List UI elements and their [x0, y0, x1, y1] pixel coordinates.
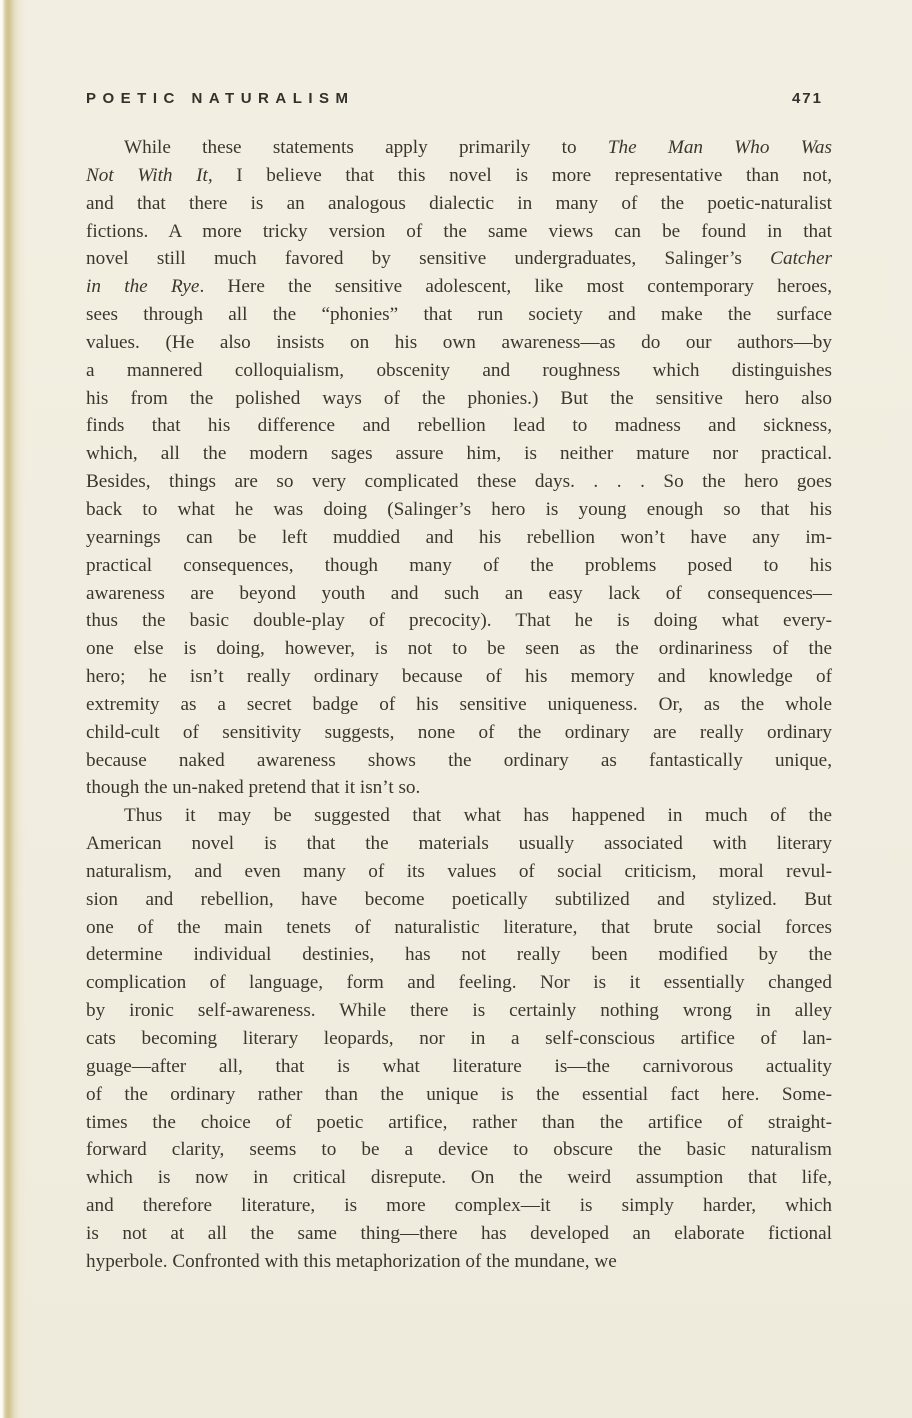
text-line: which, all the modern sages assure him, is neither mature nor practical. — [86, 443, 832, 465]
text-line: a mannered colloquialism, obscenity and roughness which distinguishes — [86, 359, 832, 381]
page-number: 471 — [791, 90, 823, 107]
binding-edge — [0, 0, 26, 1418]
text-line: awareness are beyond youth and such an easy lack of consequences— — [86, 582, 832, 604]
running-header — [86, 90, 823, 107]
text-line: novel still much favored by sensitive undergraduates, Salinger’s Catcher — [86, 248, 832, 270]
text-line: child-cult of sensitivity suggests, none of the ordinary are really ordinary — [86, 721, 832, 743]
text-line: values. (He also insists on his own awareness—as do our authors—by — [86, 331, 832, 353]
text-line: Besides, things are so very complicated these days. . . . So the hero goes — [86, 471, 832, 493]
text-line: in the Rye. Here the sensitive adolescent, like most contemporary heroes, — [86, 276, 833, 298]
text-line: sion and rebellion, have become poetically subtilized and stylized. But — [86, 888, 832, 910]
text-line: one else is doing, however, is not to be seen as the ordinariness of the — [86, 638, 832, 660]
text-line: naturalism, and even many of its values of social criticism, moral revul- — [86, 860, 832, 882]
text-line: American novel is that the materials usually associated with literary — [86, 833, 832, 855]
text-line: While these statements apply primarily to The Man Who Was — [124, 137, 832, 158]
text-line: times the choice of poetic artifice, rather than the artifice of straight- — [86, 1111, 832, 1133]
text-line: and that there is an analogous dialectic in many of the poetic-naturalist — [86, 192, 832, 214]
text-line: cats becoming literary leopards, nor in a self-conscious artifice of lan- — [86, 1028, 832, 1049]
text-line: hero; he isn’t really ordinary because of his memory and knowledge of — [86, 666, 832, 688]
text-line: determine individual destinies, has not really been modified by the — [86, 944, 832, 966]
text-line: hyperbole. Confronted with this metaphorization of the mundane, we — [86, 1250, 617, 1272]
text-line: practical consequences, though many of the problems posed to his — [86, 554, 832, 576]
text-line: sees through all the “phonies” that run society and make the surface — [86, 304, 832, 326]
text-line: forward clarity, seems to be a device to obscure the basic naturalism — [86, 1139, 832, 1161]
text-line: extremity as a secret badge of his sensitive uniqueness. Or, as the whole — [86, 693, 832, 715]
text-line: Thus it may be suggested that what has happened in much of the — [124, 805, 832, 827]
running-header-title: POETIC NATURALISM — [86, 90, 355, 107]
text-line: yearnings can be left muddied and his rebellion won’t have any im- — [86, 526, 832, 548]
text-line: though the un-naked pretend that it isn’t so. — [86, 777, 421, 799]
text-line: back to what he was doing (Salinger’s hero is young enough so that his — [86, 498, 832, 520]
text-line: which is now in critical disrepute. On the weird assumption that life, — [86, 1167, 832, 1189]
text-line: is not at all the same thing—there has developed an elaborate fictional — [86, 1222, 832, 1244]
text-block — [86, 134, 832, 1276]
text-line: fictions. A more tricky version of the same views can be found in that — [86, 220, 832, 242]
text-line: complication of language, form and feeling. Nor is it essentially changed — [86, 972, 832, 994]
text-line: thus the basic double-play of precocity). That he is doing what every- — [86, 610, 832, 632]
text-line: because naked awareness shows the ordinary as fantastically unique, — [86, 749, 832, 771]
text-line: of the ordinary rather than the unique is the essential fact here. Some- — [86, 1083, 832, 1105]
text-line: finds that his difference and rebellion lead to madness and sickness, — [86, 415, 832, 437]
text-line: by ironic self-awareness. While there is certainly nothing wrong in alley — [86, 1000, 832, 1022]
text-line: and therefore literature, is more complex—it is simply harder, which — [86, 1195, 832, 1217]
text-line: Not With It, I believe that this novel is more representative than not, — [86, 164, 832, 186]
text-line: his from the polished ways of the phonies.) But the sensitive hero also — [86, 387, 832, 409]
text-line: guage—after all, that is what literature is—the carnivorous actuality — [86, 1055, 832, 1077]
text-line: one of the main tenets of naturalistic literature, that brute social forces — [86, 916, 832, 938]
